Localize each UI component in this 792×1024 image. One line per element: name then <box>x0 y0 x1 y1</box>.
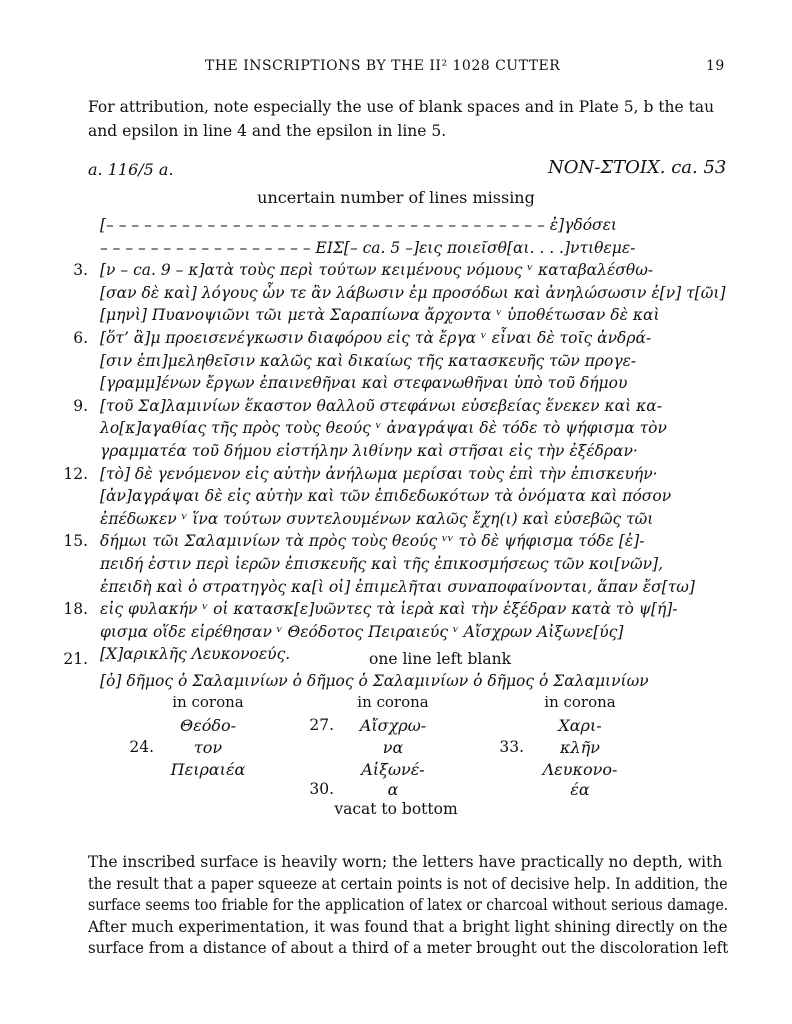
corona-text: Θεόδο- <box>179 716 236 735</box>
stoichedon-note: NON-ΣΤΟΙΧ. ca. 53 <box>548 157 727 178</box>
corona-text: Λευκονο- <box>542 760 618 779</box>
line-number: 9. <box>73 396 88 415</box>
corona-text: α <box>387 780 399 799</box>
line-text: εἰς φυλακήν ᵛ οἱ κατασκ[ε]υῶντες τὰ ἱερὰ καὶ τὴν ἐξέδραν κατὰ τὸ ψ[ή]- <box>100 600 678 619</box>
line-text: [γραμμ]ένων ἔργων ἐπαινεθῆναι καὶ στεφανωθῆναι ὑπὸ τοῦ δήμου <box>100 374 628 393</box>
vacat-note: vacat to bottom <box>334 800 458 818</box>
line-number: 15. <box>63 532 88 551</box>
missing-lines-note: uncertain number of lines missing <box>257 188 535 207</box>
inscription-line <box>52 417 742 440</box>
corona-text: έα <box>570 780 590 799</box>
inscription-line <box>52 237 742 260</box>
inscription-line <box>52 214 742 237</box>
inscription-line <box>52 440 742 463</box>
page-number: 19 <box>706 58 725 74</box>
line-text: ἐπέδωκεν ᵛ ἵνα τούτων συντελουμένων καλῶς ἔχη(ι) καὶ εὐσεβῶς τῶι <box>100 509 654 528</box>
line-text: πειδή ἐστιν περὶ ἱερῶν ἐπισκευῆς καὶ τῆς ἐπικοσμήσεως τῶν κοι[νῶν], <box>100 554 664 573</box>
inscription-line <box>52 327 742 350</box>
line-number: 6. <box>73 328 88 347</box>
inscription-siglum: a. 116/5 a. <box>88 160 174 179</box>
inscription-line <box>52 598 742 621</box>
inscription-line <box>52 553 742 576</box>
line-text: – – – – – – – – – – – – – – – – – ΕΙΣ[– ca. 5 –]εις ποιεῖσθ[αι. . . .]ντιθεμε- <box>100 238 636 257</box>
inscription-line <box>52 463 742 486</box>
inscription-line <box>52 282 742 305</box>
line-text: γραμματέα τοῦ δήμου εἰστήλην λιθίνην καὶ στῆσαι εἰς τὴν ἐξέδραν· <box>100 441 638 460</box>
inscription-text <box>52 214 742 666</box>
inscription-line <box>52 372 742 395</box>
inscription-line <box>52 508 742 531</box>
inscription-line <box>52 576 742 599</box>
line-number: 27. <box>309 716 334 734</box>
blank-line-note: one line left blank <box>369 650 511 668</box>
corona-text: Χαρι- <box>558 716 602 735</box>
line-text: [ν – ca. 9 – κ]ατὰ τοὺς περὶ τούτων κειμένους νόμους ᵛ καταβαλέσθω- <box>100 261 654 280</box>
running-title: THE INSCRIPTIONS BY THE II² 1028 CUTTER <box>205 58 561 74</box>
commentary-line: surface seems too friable for the application of latex or charcoal without serious damage. <box>88 896 729 914</box>
inscription-line <box>52 530 742 553</box>
line-text: δήμωι τῶι Σαλαμινίων τὰ πρὸς τοὺς θεούς ᵛᵛ τὸ δὲ ψήφισμα τόδε [ἐ]- <box>100 532 645 551</box>
line-text: [Χ]αρικλῆς Λευκονοεύς. <box>100 645 291 664</box>
inscription-line <box>52 621 742 644</box>
inscription-line <box>52 395 742 418</box>
line-text: [ἀν]αγράψαι δὲ εἰς αὐτὴν καὶ τῶν ἐπιδεδωκότων τὰ ὀνόματα καὶ πόσον <box>100 487 672 506</box>
inscription-line <box>52 485 742 508</box>
commentary-line: The inscribed surface is heavily worn; the letters have practically no depth, with <box>88 853 723 871</box>
line-number: 24. <box>129 738 154 756</box>
line-text: [τὸ] δὲ γενόμενον εἰς αὐτὴν ἀνήλωμα μερίσαι τοὺς ἐπὶ τὴν ἐπισκευήν· <box>100 464 658 483</box>
line-text: [σιν ἐπι]μεληθεῖσιν καλῶς καὶ δικαίως τῆς κατασκευῆς τῶν προγε- <box>100 351 637 370</box>
corona-text: Αἴσχρω- <box>359 716 427 735</box>
line-text: φισμα οἵδε εἱρέθησαν ᵛ Θεόδοτος Πειραιεύς ᵛ Αἴσχρων Αἰξωνε[ύς] <box>100 622 624 641</box>
line-text: ἐπειδὴ καὶ ὁ στρατηγὸς κα[ὶ οἱ] ἐπιμελῆται συναποφαίνονται, ἅπαν ἔσ[τω] <box>100 577 695 596</box>
inscription-line <box>52 350 742 373</box>
demos-line: [ὁ] δῆμος ὁ Σαλαμινίων ὁ δῆμος ὁ Σαλαμινίων ὁ δῆμος ὁ Σαλαμινίων <box>100 672 649 690</box>
line-text: [τοῦ Σα]λαμινίων ἕκαστον θαλλοῦ στεφάνωι εὐσεβείας ἕνεκεν καὶ κα- <box>100 396 662 415</box>
commentary-line: the result that a paper squeeze at certain points is not of decisive help. In addition, the <box>88 874 728 893</box>
commentary-line: After much experimentation, it was found that a bright light shining directly on the <box>88 917 728 936</box>
attribution-note: For attribution, note especially the use of blank spaces and in Plate 5, b the tau and epsilon in line 4 and the epsilon in line 5. <box>88 98 715 140</box>
corona-text: να <box>382 738 404 757</box>
corona-text: Αἰξωνέ- <box>361 760 425 779</box>
inscription-line <box>52 304 742 327</box>
corona-text: τον <box>193 738 223 757</box>
commentary-paragraph <box>88 852 728 960</box>
corona-label: in corona <box>172 693 244 711</box>
commentary-line: surface from a distance of about a third of a meter brought out the discoloration left <box>88 939 729 957</box>
line-text: [ὅτ’ ἃ]μ προεισενέγκωσιν διαφόρου εἰς τὰ ἔργα ᵛ εἶναι δὲ τοῖς ἀνδρά- <box>100 328 652 347</box>
corona-label: in corona <box>357 693 429 711</box>
corona-label: in corona <box>544 693 616 711</box>
inscription-line <box>52 259 742 282</box>
corona-text: Πειραιέα <box>170 760 246 779</box>
line-text: [– – – – – – – – – – – – – – – – – – – – – – – – – – – – – – – – – – – ἐ]γδόσει <box>100 216 618 234</box>
corona-text: κλῆν <box>560 738 600 757</box>
line-number: 12. <box>63 464 88 483</box>
line-text: [σαν δὲ καὶ] λόγους ὧν τε ἂν λάβωσιν ἐμ προσόδωι καὶ ἀνηλώσωσιν ἐ[ν] τ[ῶι] <box>100 283 726 302</box>
line-text: λο[κ]αγαθίας τῆς πρὸς τοὺς θεούς ᵛ ἀναγράψαι δὲ τόδε τὸ ψήφισμα τὸν <box>100 419 667 438</box>
line-number: 30. <box>309 780 334 798</box>
line-number: 18. <box>63 600 88 619</box>
line-number: 3. <box>73 261 88 280</box>
line-number: 21. <box>63 650 88 668</box>
line-text: [μηνὶ] Πυανοψιῶνι τῶι μετὰ Σαραπίωνα ἄρχοντα ᵛ ὑποθέτωσαν δὲ καὶ <box>100 306 660 325</box>
line-number: 33. <box>499 738 524 756</box>
